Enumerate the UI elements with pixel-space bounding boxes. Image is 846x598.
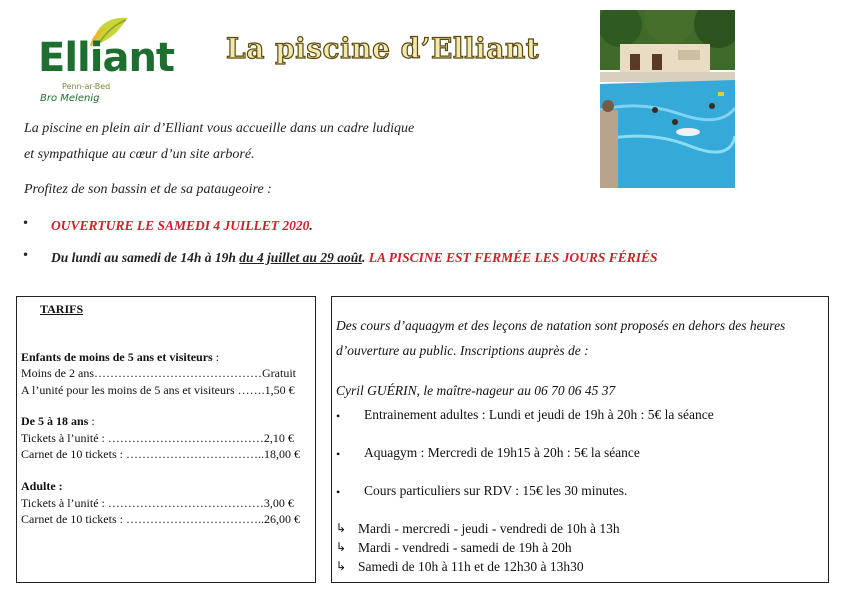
age-heading-suffix: : xyxy=(88,414,95,428)
arrow-icon: ↳ xyxy=(336,521,347,535)
page-title: La piscine d’Elliant xyxy=(226,32,540,65)
course-item: Entrainement adultes : Lundi et jeudi de 19h à 20h : 5€ la séance xyxy=(364,407,714,422)
logo-wordmark: Elliant xyxy=(38,35,175,81)
opening-suffix: . xyxy=(309,218,313,233)
tarifs-box xyxy=(16,296,316,583)
arrow-icon: ↳ xyxy=(336,559,347,573)
pool-photo xyxy=(600,10,735,188)
hours-suffix: . xyxy=(361,250,369,265)
schedule-item: Samedi de 10h à 11h et de 12h30 à 13h30 xyxy=(358,559,584,574)
adult-heading: Adulte : xyxy=(21,479,63,493)
courses-box xyxy=(331,296,829,583)
arrow-icon: ↳ xyxy=(336,540,347,554)
adult-unit-price: Tickets à l’unité : …………………………………3,00 € xyxy=(21,496,294,510)
age-carnet-price: Carnet de 10 tickets : ……………………………..18,00 € xyxy=(21,447,300,461)
kids-heading-suffix: : xyxy=(212,350,220,364)
bullet-icon: • xyxy=(22,248,30,262)
kids-unit-price: A l’unité pour les moins de 5 ans et visiteurs …….1,50 € xyxy=(21,383,295,397)
tarifs-heading: TARIFS xyxy=(40,302,84,316)
hours-dates: du 4 juillet au 29 août xyxy=(239,250,362,265)
hours-prefix: Du lundi au samedi de 14h à 19h xyxy=(51,250,240,265)
bullet-icon: • xyxy=(336,409,341,423)
courses-intro-2: d’ouverture au public. Inscriptions auprès de : xyxy=(336,343,589,358)
logo-region: Bro Melenig xyxy=(40,93,100,104)
closed-notice: LA PISCINE EST FERMÉE LES JOURS FÉRIÉS xyxy=(368,250,658,265)
schedule-item: Mardi - vendredi - samedi de 19h à 20h xyxy=(358,540,572,555)
kids-heading: Enfants de moins de 5 ans et visiteurs xyxy=(21,350,213,364)
hours-line xyxy=(51,247,658,266)
opening-line xyxy=(51,215,313,234)
courses-contact: Cyril GUÉRIN, le maître-nageur au 06 70 06 45 37 xyxy=(336,383,616,398)
age-heading: De 5 à 18 ans xyxy=(21,414,89,428)
intro-text-3: Profitez de son bassin et de sa pataugeoire : xyxy=(24,182,272,197)
course-item: Cours particuliers sur RDV : 15€ les 30 minutes. xyxy=(364,483,628,498)
age-unit-price: Tickets à l’unité : …………………………………2,10 € xyxy=(21,431,294,445)
bullet-icon: • xyxy=(336,485,341,499)
intro-text-2: et sympathique au cœur d’un site arboré. xyxy=(24,147,255,162)
opening-date: OUVERTURE LE SAMEDI 4 JUILLET 2020 xyxy=(51,218,310,233)
courses-intro-1: Des cours d’aquagym et des leçons de natation sont proposés en dehors des heures xyxy=(336,318,786,333)
intro-text-1: La piscine en plein air d’Elliant vous accueille dans un cadre ludique xyxy=(24,121,415,136)
logo-subtitle: Penn-ar-Bed xyxy=(62,82,111,91)
schedule-item: Mardi - mercredi - jeudi - vendredi de 10h à 13h xyxy=(358,521,620,536)
course-item: Aquagym : Mercredi de 19h15 à 20h : 5€ la séance xyxy=(364,445,640,460)
bullet-icon: • xyxy=(22,216,30,230)
kids-under2-price: Moins de 2 ans……………………………………Gratuit xyxy=(21,366,296,380)
adult-carnet-price: Carnet de 10 tickets : ……………………………..26,00 € xyxy=(21,512,300,526)
bullet-icon: • xyxy=(336,447,341,461)
